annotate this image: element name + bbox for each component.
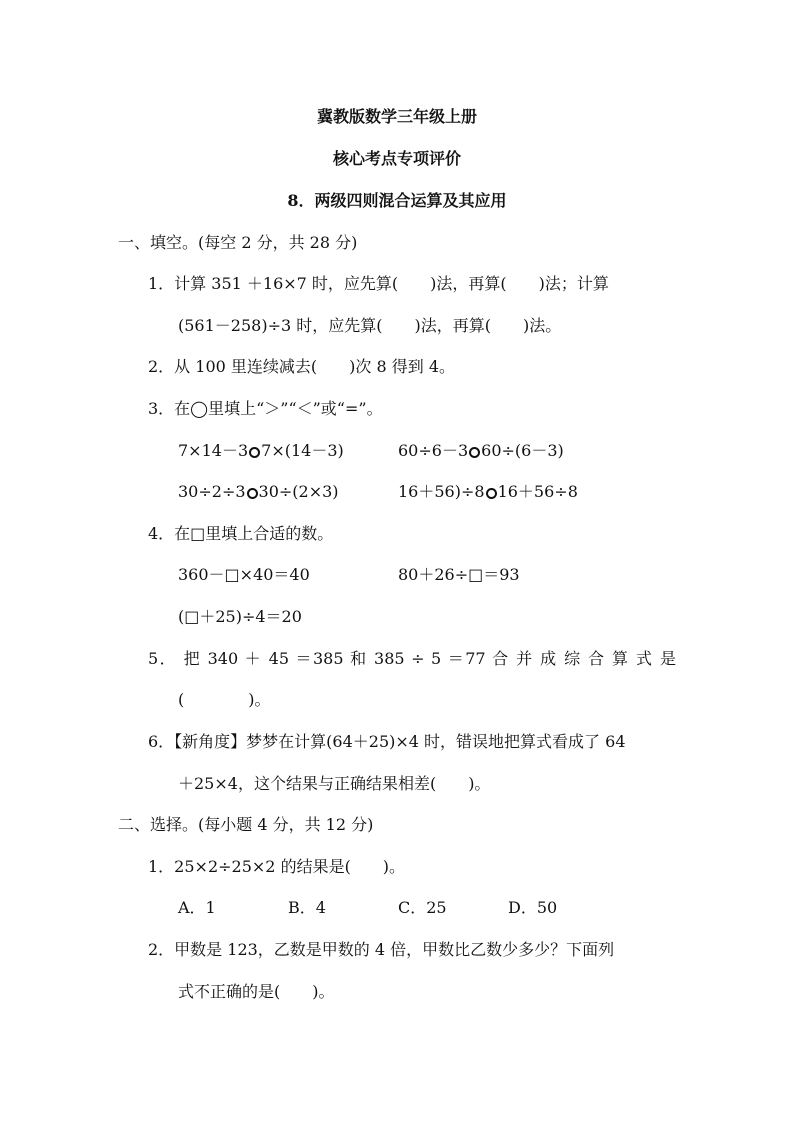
question-3: 3．在◯里填上“＞”“＜”或“=”。 — [148, 399, 383, 418]
choice-option-b: B．4 — [288, 898, 326, 917]
compare-item-d — [398, 481, 578, 503]
compare-c-left: 30÷2÷3 — [178, 482, 246, 501]
section2-heading: 二、选择。(每小题 4 分，共 12 分) — [118, 815, 374, 834]
fill-item-b: 80＋26÷□＝93 — [398, 565, 520, 584]
question-6-line-2: ＋25×4，这个结果与正确结果相差( )。 — [178, 774, 491, 793]
question-6-line-1: 6．【新角度】梦梦在计算(64＋25)×4 时，错误地把算式看成了 64 — [148, 732, 626, 751]
fill-item-c: (□＋25)÷4＝20 — [178, 607, 302, 626]
compare-a-right: 7×(14－3) — [261, 441, 344, 460]
compare-c-right: 30÷(2×3) — [258, 482, 339, 501]
document-title: 冀教版数学三年级上册 — [316, 107, 477, 126]
compare-b-left: 60÷6－3 — [398, 441, 469, 460]
choice-option-d: D．50 — [508, 898, 558, 917]
unit-title: 8．两级四则混合运算及其应用 — [287, 191, 507, 210]
compare-circle-icon — [249, 447, 260, 458]
question-1-line-1: 1．计算 351 ＋16×7 时，应先算( )法，再算( )法；计算 — [148, 274, 609, 293]
question-1-line-2: (561－258)÷3 时，应先算( )法，再算( )法。 — [178, 316, 562, 335]
document-subtitle: 核心考点专项评价 — [332, 149, 461, 168]
compare-item-a — [178, 440, 344, 462]
question-5-line-2: ( )。 — [178, 690, 271, 709]
compare-a-left: 7×14－3 — [178, 441, 249, 460]
question-4: 4．在□里填上合适的数。 — [148, 524, 334, 543]
compare-d-right: 16＋56÷8 — [497, 482, 578, 501]
compare-b-right: 60÷(6－3) — [481, 441, 564, 460]
section1-heading: 一、填空。(每空 2 分，共 28 分) — [118, 233, 358, 252]
compare-item-c — [178, 481, 339, 503]
compare-d-left: 16＋56)÷8 — [398, 482, 485, 501]
choice-question-2-line-1: 2．甲数是 123，乙数是甲数的 4 倍，甲数比乙数少多少？下面列 — [148, 940, 615, 959]
compare-circle-icon — [247, 488, 258, 499]
choice-question-2-line-2: 式不正确的是( )。 — [178, 982, 335, 1001]
choice-question-1: 1．25×2÷25×2 的结果是( )。 — [148, 857, 406, 876]
question-2: 2．从 100 里连续减去( )次 8 得到 4。 — [148, 357, 455, 376]
choice-option-c: C．25 — [398, 898, 447, 917]
compare-circle-icon — [486, 488, 497, 499]
compare-circle-icon — [469, 447, 480, 458]
compare-item-b — [398, 440, 564, 462]
choice-option-a: A．1 — [178, 898, 216, 917]
question-5-line-1: 5． 把 340 ＋ 45 ＝385 和 385 ÷ 5 ＝77 合 并 成 综 合 算 式 是 — [148, 649, 676, 668]
fill-item-a: 360－□×40＝40 — [178, 565, 310, 584]
